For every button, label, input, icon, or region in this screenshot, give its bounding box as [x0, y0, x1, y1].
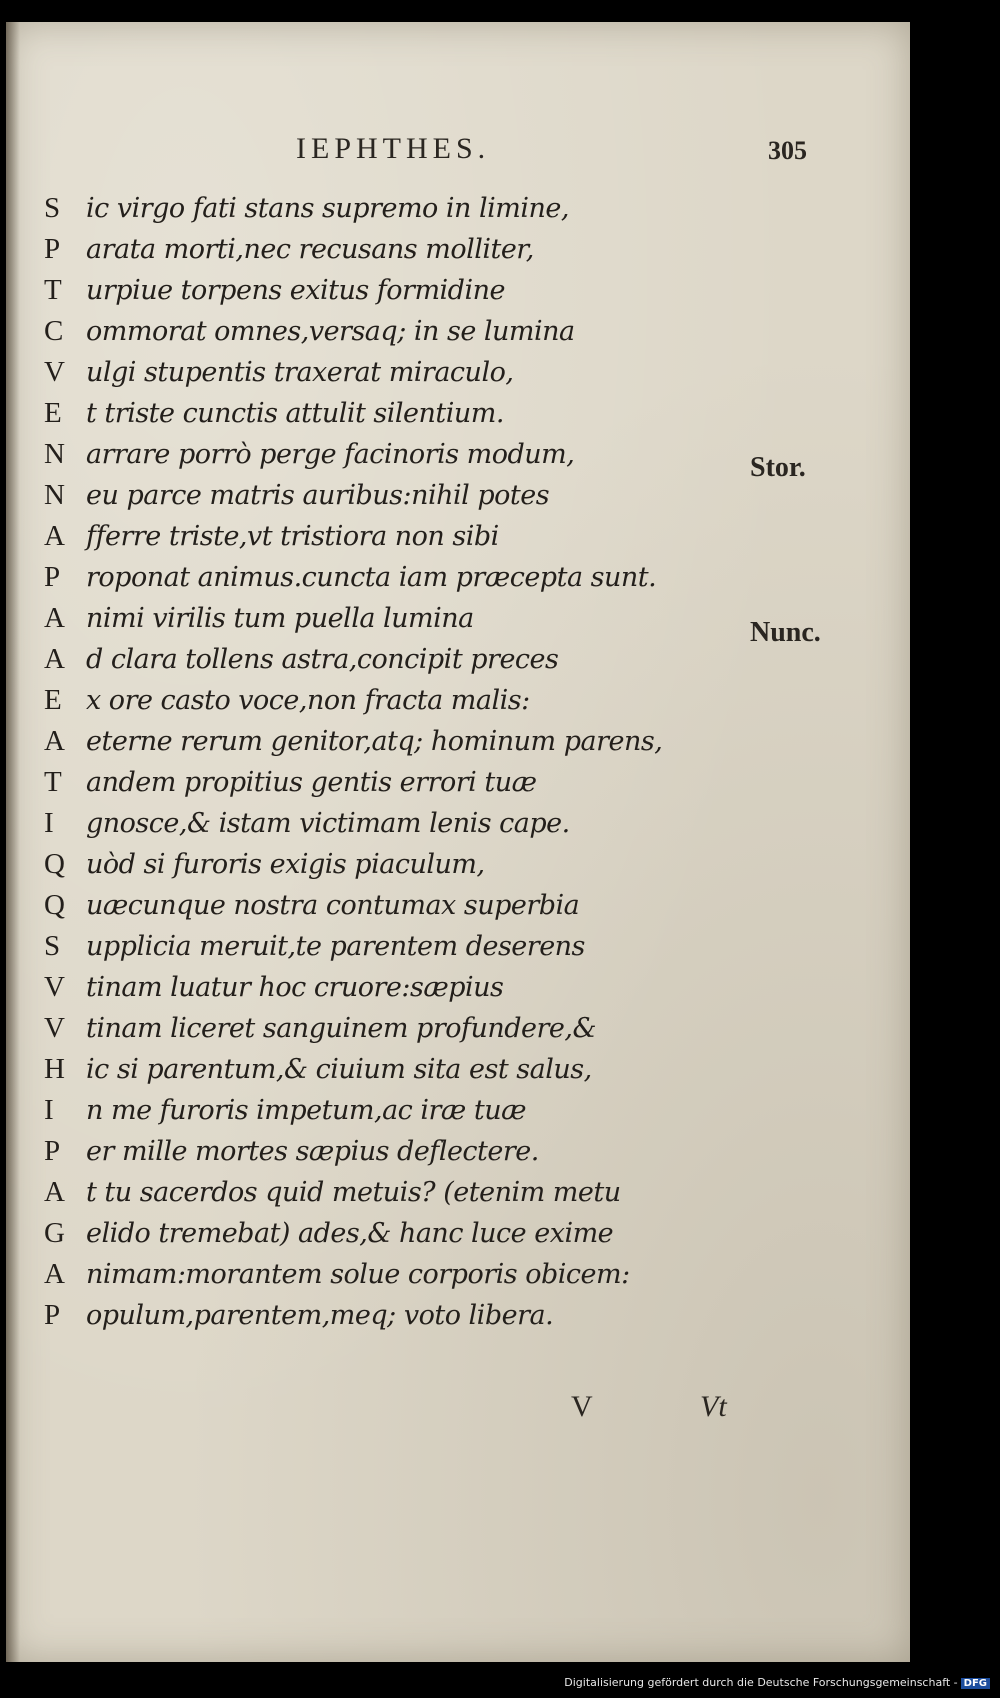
- verse-line: [44, 678, 764, 719]
- line-initial: S: [44, 192, 61, 224]
- line-text: fferre triste,vt tristiora non sibi: [86, 521, 499, 552]
- line-text: tinam liceret sanguinem profundere,&: [86, 1013, 597, 1044]
- line-text: ic si parentum,& ciuium sita est salus,: [86, 1054, 592, 1085]
- line-initial: N: [44, 479, 65, 511]
- line-initial: Q: [44, 889, 65, 921]
- verse-line: [44, 1293, 764, 1334]
- line-text: elido tremebat) ades,& hanc luce exime: [86, 1218, 614, 1249]
- margin-note-nunc: Nunc.: [750, 617, 821, 648]
- verse-line: [44, 473, 764, 514]
- line-initial: A: [44, 1176, 65, 1208]
- line-text: tinam luatur hoc cruore:sæpius: [86, 972, 504, 1003]
- line-text: eu parce matris auribus:nihil potes: [86, 480, 550, 511]
- signature-mark: V: [571, 1390, 593, 1423]
- catchword: Vt: [700, 1390, 727, 1423]
- verse-line: [44, 1006, 764, 1047]
- line-initial: V: [44, 1012, 65, 1044]
- line-initial: H: [44, 1053, 65, 1085]
- line-initial: A: [44, 602, 65, 634]
- line-text: n me furoris impetum,ac iræ tuæ: [86, 1095, 527, 1126]
- line-initial: A: [44, 725, 65, 757]
- verse-line: [44, 637, 764, 678]
- dfg-logo: DFG: [961, 1678, 990, 1689]
- verse-line: [44, 719, 764, 760]
- line-initial: N: [44, 438, 65, 470]
- verse-line: [44, 1252, 764, 1293]
- line-text: andem propitius gentis errori tuæ: [86, 767, 537, 798]
- verse-line: [44, 924, 764, 965]
- line-initial: P: [44, 1299, 61, 1331]
- line-text: t triste cunctis attulit silentium.: [86, 398, 504, 429]
- page-number: 305: [768, 136, 807, 165]
- verse-line: [44, 965, 764, 1006]
- verse-line: [44, 555, 764, 596]
- verse-line: [44, 1211, 764, 1252]
- line-text: uòd si furoris exigis piaculum,: [86, 849, 485, 880]
- margin-note-stor: Stor.: [750, 452, 806, 483]
- digitization-credit: [564, 1676, 990, 1689]
- verse-line: [44, 350, 764, 391]
- line-text: eterne rerum genitor,atq; hominum parens,: [86, 726, 663, 757]
- line-text: urpiue torpens exitus formidine: [86, 275, 505, 306]
- line-text: uæcunque nostra contumax superbia: [86, 890, 580, 921]
- verse-line: [44, 268, 764, 309]
- line-text: roponat animus.cuncta iam præcepta sunt.: [86, 562, 657, 593]
- line-text: gnosce,& istam victimam lenis cape.: [86, 808, 570, 839]
- line-initial: P: [44, 1135, 61, 1167]
- line-text: x ore casto voce,non fracta malis:: [86, 685, 530, 716]
- verse-block: [44, 186, 764, 1334]
- page-gutter-shadow: [6, 22, 20, 1662]
- line-initial: T: [44, 274, 62, 306]
- verse-line: [44, 391, 764, 432]
- verse-line: [44, 883, 764, 924]
- line-initial: A: [44, 1258, 65, 1290]
- line-text: ulgi stupentis traxerat miraculo,: [86, 357, 514, 388]
- verse-line: [44, 1170, 764, 1211]
- line-text: nimi virilis tum puella lumina: [86, 603, 474, 634]
- verse-line: [44, 227, 764, 268]
- credit-text: Digitalisierung gefördert durch die Deutsche Forschungsgemeinschaft -: [564, 1676, 958, 1689]
- verse-line: [44, 432, 764, 473]
- line-text: arata morti,nec recusans molliter,: [86, 234, 534, 265]
- line-initial: V: [44, 356, 65, 388]
- verse-line: [44, 760, 764, 801]
- line-initial: I: [44, 807, 54, 839]
- line-text: arrare porrò perge facinoris modum,: [86, 439, 575, 470]
- verse-line: [44, 1047, 764, 1088]
- verse-line: [44, 309, 764, 350]
- book-page: [6, 22, 910, 1662]
- line-initial: A: [44, 520, 65, 552]
- page-header: [6, 114, 910, 164]
- line-text: ommorat omnes,versaq; in se lumina: [86, 316, 575, 347]
- line-initial: P: [44, 561, 61, 593]
- line-initial: P: [44, 233, 61, 265]
- line-initial: E: [44, 397, 62, 429]
- line-text: upplicia meruit,te parentem deserens: [86, 931, 585, 962]
- verse-line: [44, 842, 764, 883]
- verse-line: [44, 801, 764, 842]
- line-text: d clara tollens astra,concipit preces: [86, 644, 559, 675]
- line-text: t tu sacerdos quid metuis? (etenim metu: [86, 1177, 621, 1208]
- line-initial: V: [44, 971, 65, 1003]
- verse-line: [44, 1088, 764, 1129]
- line-initial: C: [44, 315, 64, 347]
- line-text: er mille mortes sæpius deflectere.: [86, 1136, 539, 1167]
- line-initial: E: [44, 684, 62, 716]
- footer-bar: [0, 1662, 1000, 1698]
- line-text: ic virgo fati stans supremo in limine,: [86, 193, 569, 224]
- verse-line: [44, 186, 764, 227]
- running-title: IEPHTHES.: [296, 132, 491, 165]
- line-initial: I: [44, 1094, 54, 1126]
- line-text: opulum,parentem,meq; voto libera.: [86, 1300, 554, 1331]
- line-initial: G: [44, 1217, 65, 1249]
- verse-line: [44, 1129, 764, 1170]
- line-initial: T: [44, 766, 62, 798]
- verse-line: [44, 514, 764, 555]
- verse-line: [44, 596, 764, 637]
- line-initial: Q: [44, 848, 65, 880]
- line-initial: A: [44, 643, 65, 675]
- line-text: nimam:morantem solue corporis obicem:: [86, 1259, 630, 1290]
- line-initial: S: [44, 930, 61, 962]
